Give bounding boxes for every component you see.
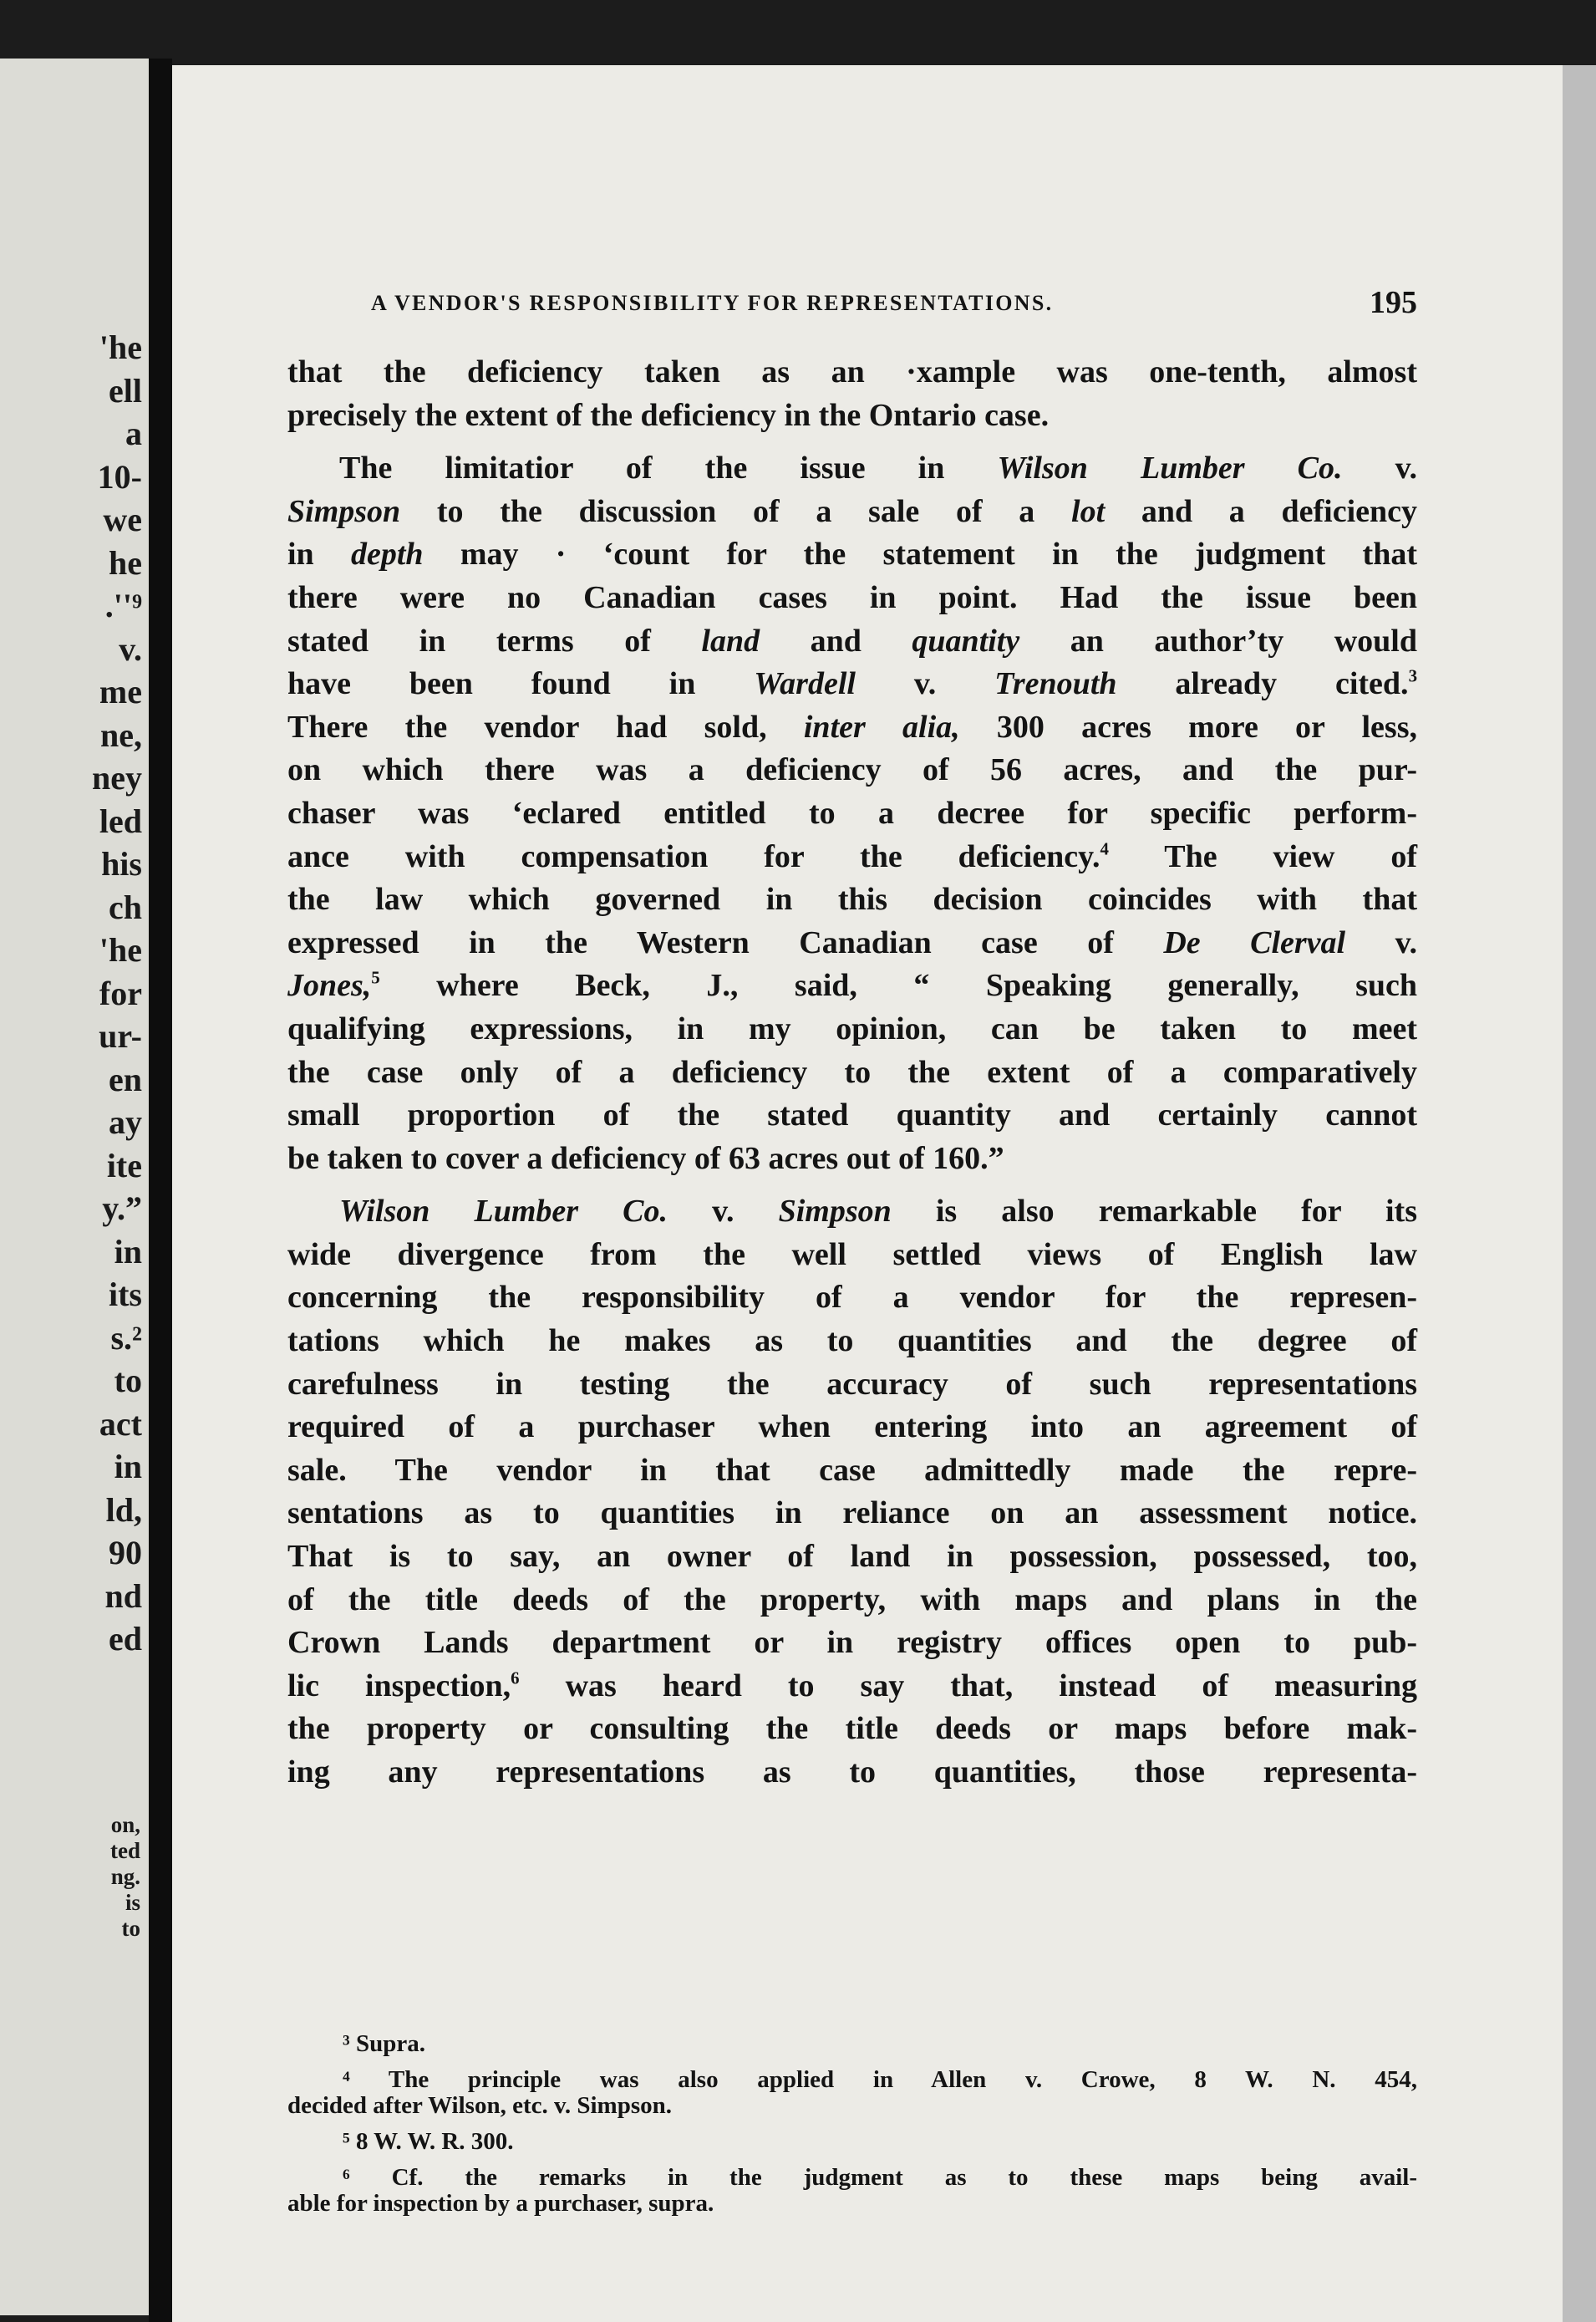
previous-page-fragment: me	[99, 673, 142, 710]
previous-page-fragment: nd	[104, 1576, 142, 1615]
text-line: Crown Lands department or in registry offices open to pub-	[287, 1625, 1417, 1661]
text-line: qualifying expressions, in my opinion, can be taken to meet	[287, 1011, 1417, 1046]
footnote	[287, 2129, 1417, 2155]
previous-page-fragment: led	[99, 802, 142, 840]
book-gutter	[149, 59, 172, 2322]
text-line: tations which he makes as to quantities and the degree of	[287, 1323, 1417, 1359]
text-line: sale. The vendor in that case admittedly made the repre-	[287, 1452, 1417, 1488]
text-line: ance with compensation for the deficiency.$^4$ The view of	[287, 838, 1417, 874]
previous-page-footnote-fragment: on,	[110, 1812, 140, 1837]
text-line: sentations as to quantities in reliance on an assessment notice.	[287, 1495, 1417, 1531]
text-line: the case only of a deficiency to the extent of a comparatively	[287, 1054, 1417, 1090]
text-line: small proportion of the stated quantity and certainly cannot	[287, 1097, 1417, 1133]
footnotes	[287, 2031, 1417, 2227]
previous-page-fragment: ell	[109, 371, 142, 410]
previous-page-fragment: ay	[109, 1103, 142, 1141]
footnote-marker: 6	[511, 1668, 520, 1688]
text-line: That is to say, an owner of land in possession, possessed, too,	[287, 1539, 1417, 1575]
previous-page-sliver	[0, 59, 149, 2315]
previous-page-fragment: .''⁹	[104, 587, 142, 624]
text-line: ing any representations as to quantities, those representa-	[287, 1754, 1417, 1790]
previous-page-footnote-fragments	[15, 1812, 140, 1942]
footnote-line: ⁵ 8 W. W. R. 300.	[343, 2128, 514, 2155]
previous-page-fragment: to	[114, 1362, 142, 1399]
text-line: the property or consulting the title deeds or maps before mak-	[287, 1711, 1417, 1747]
previous-page-fragment: in	[114, 1232, 142, 1270]
text-line: Simpson to the discussion of a sale of a lot and a deficiency	[287, 493, 1417, 529]
text-line: Wilson Lumber Co. v. Simpson is also remarkable for its	[339, 1194, 1417, 1230]
running-head-title: A VENDOR'S RESPONSIBILITY FOR REPRESENTATIONS.	[371, 291, 1054, 315]
page-edge	[1563, 65, 1596, 2322]
footnote-line: able for inspection by a purchaser, supra.	[287, 2190, 714, 2217]
text-line: there were no Canadian cases in point. Had the issue been	[287, 579, 1417, 615]
footnote-line: decided after Wilson, etc. v. Simpson.	[287, 2092, 673, 2119]
text-line: Jones,$^5$ where Beck, J., said, “ Speaking generally, such	[287, 967, 1417, 1004]
text-line: The limitatior of the issue in Wilson Lumber Co. v.	[339, 451, 1418, 486]
text-line: lic inspection,$^6$ was heard to say that, instead of measuring	[287, 1668, 1417, 1703]
previous-page-footnote-fragment: ng.	[110, 1864, 140, 1889]
text-line: carefulness in testing the accuracy of such representations	[287, 1366, 1417, 1402]
text-line: be taken to cover a deficiency of 63 acres out of 160.”	[287, 1140, 1004, 1176]
previous-page-footnote-fragment: to	[121, 1916, 140, 1941]
previous-page-fragment: its	[109, 1276, 142, 1313]
previous-page-fragment: ch	[109, 888, 142, 926]
previous-page-fragment: 90	[109, 1534, 142, 1571]
previous-page-fragment: we	[103, 501, 142, 538]
text-line: There the vendor had sold, inter alia, 300 acres more or less,	[287, 709, 1417, 745]
previous-page-fragment: 'he	[99, 328, 142, 366]
text-line: expressed in the Western Canadian case of De Clerval v.	[287, 924, 1417, 960]
text-line: of the title deeds of the property, with maps and plans in the	[287, 1581, 1417, 1617]
previous-page-text-fragments	[17, 326, 142, 1661]
previous-page-fragment: for	[99, 974, 142, 1012]
text-line: chaser was ‘eclared entitled to a decree for specific perform-	[287, 795, 1417, 831]
previous-page-fragment: in	[114, 1448, 142, 1485]
previous-page-fragment: his	[101, 845, 142, 883]
text-line: stated in terms of land and quantity an author’ty would	[287, 623, 1417, 659]
previous-page-footnote-fragment: is	[125, 1890, 140, 1915]
body-text	[287, 351, 1417, 1795]
previous-page-fragment: en	[109, 1060, 142, 1098]
previous-page-fragment: 10-	[97, 457, 142, 496]
page	[172, 65, 1563, 2322]
previous-page-fragment: act	[99, 1404, 142, 1443]
footnote	[287, 2031, 1417, 2057]
text-line: the law which governed in this decision coincides with that	[287, 882, 1417, 918]
text-line: in depth may · ‘count for the statement in the judgment that	[287, 537, 1417, 573]
previous-page-fragment: a	[125, 415, 142, 452]
footnote-marker: 4	[1100, 838, 1109, 858]
footnote-line: ⁶ Cf. the remarks in the judgment as to these maps being avail-	[343, 2164, 1417, 2191]
previous-page-fragment: ld,	[105, 1490, 142, 1529]
text-line: concerning the responsibility of a vendor for the represen-	[287, 1280, 1417, 1316]
text-line: required of a purchaser when entering into an agreement of	[287, 1409, 1417, 1445]
page-number: 195	[1370, 285, 1417, 320]
text-line: have been found in Wardell v. Trenouth already cited.$^3$	[287, 665, 1418, 702]
footnote-line: ⁴ The principle was also applied in Allen v. Crowe, 8 W. N. 454,	[343, 2066, 1417, 2093]
footnote-line: ³ Supra.	[343, 2030, 425, 2057]
paragraph	[287, 447, 1417, 1180]
paragraph	[287, 1190, 1417, 1794]
footnote-marker: 3	[1408, 665, 1418, 686]
previous-page-footnote-fragment: ted	[110, 1838, 140, 1863]
text-line: that the deficiency taken as an ·xample was one-tenth, almost	[287, 354, 1417, 390]
text-line: on which there was a deficiency of 56 acres, and the pur-	[287, 752, 1417, 788]
running-head	[287, 274, 1417, 324]
footnote	[287, 2067, 1417, 2119]
previous-page-fragment: v.	[119, 629, 142, 668]
previous-page-fragment: ed	[109, 1620, 142, 1657]
previous-page-fragment: s.²	[110, 1318, 142, 1357]
previous-page-fragment: ne,	[100, 715, 142, 754]
previous-page-fragment: ite	[106, 1146, 142, 1184]
footnote	[287, 2165, 1417, 2217]
previous-page-fragment: 'he	[99, 931, 142, 969]
previous-page-fragment: ur-	[99, 1017, 142, 1055]
previous-page-fragment: ney	[92, 759, 142, 797]
footnote-marker: 5	[371, 967, 380, 988]
previous-page-fragment: y.”	[102, 1189, 142, 1227]
paragraph	[287, 351, 1417, 437]
previous-page-fragment: he	[109, 543, 142, 582]
text-line: precisely the extent of the deficiency in the Ontario case.	[287, 397, 1050, 433]
text-line: wide divergence from the well settled views of English law	[287, 1236, 1417, 1272]
